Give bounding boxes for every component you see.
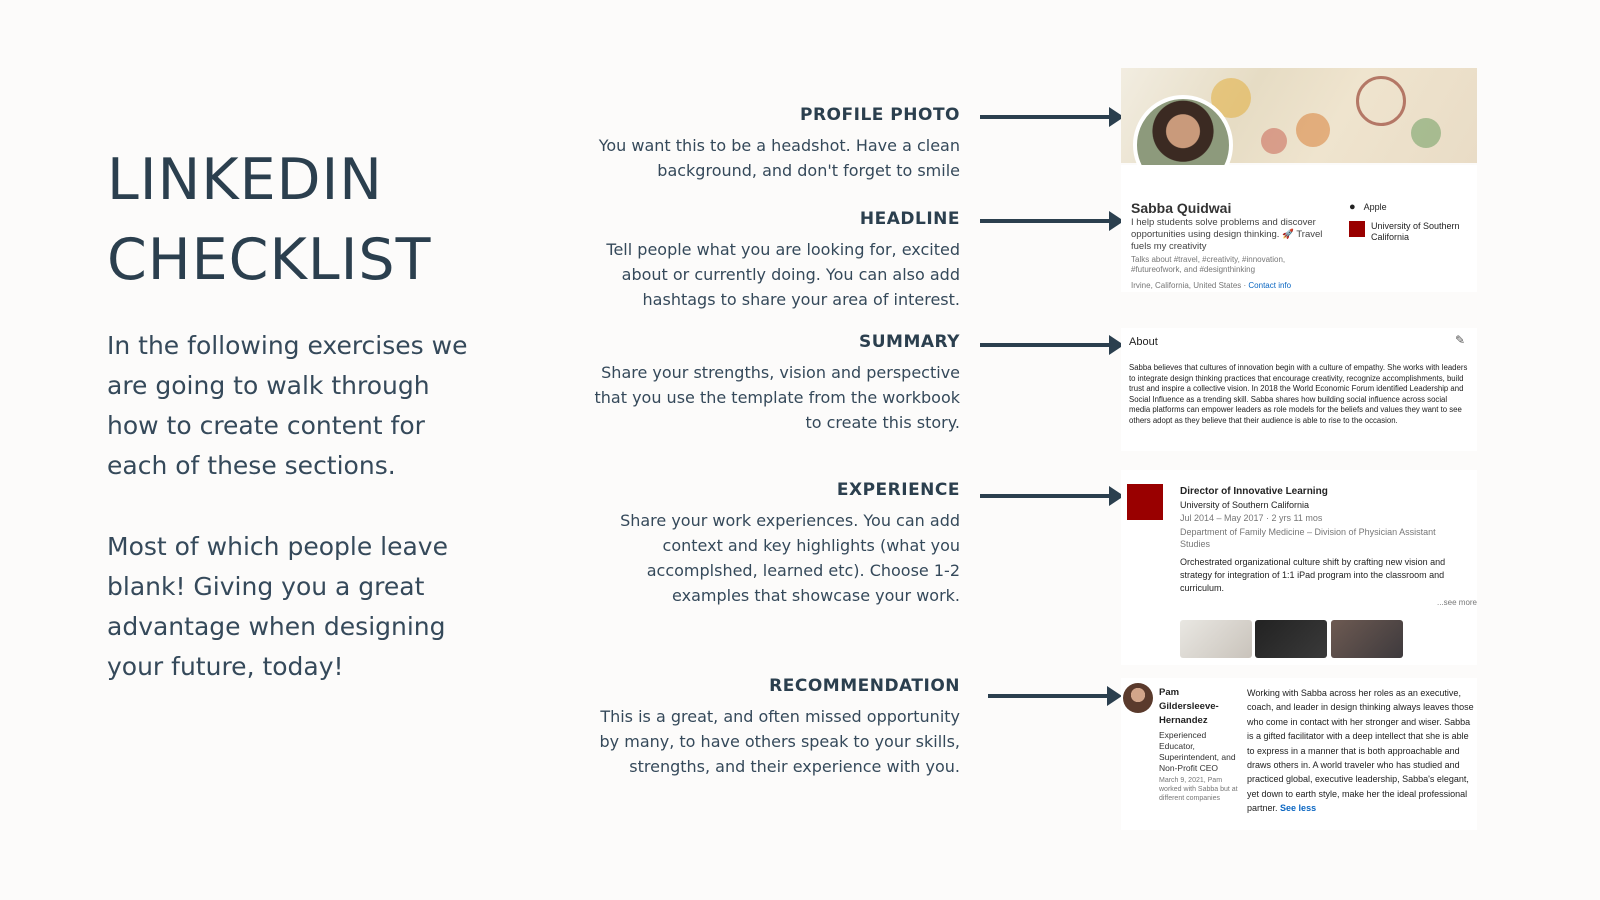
experience-dept: Department of Family Medicine – Division of Physician Assistant Studies xyxy=(1180,527,1436,549)
see-less-link[interactable]: See less xyxy=(1280,803,1317,814)
profile-company[interactable] xyxy=(1349,201,1387,213)
profile-location: Irvine, California, United States · xyxy=(1131,281,1247,290)
section-text: This is a great, and often missed opportunity by many, to have others speak to your skills, strengths, and their experience with you. xyxy=(599,707,960,776)
section-experience xyxy=(580,480,960,608)
arrow-summary xyxy=(980,343,1110,347)
profile-school[interactable] xyxy=(1349,221,1474,243)
title-line-2: CHECKLIST xyxy=(107,227,432,293)
section-heading: PROFILE PHOTO xyxy=(800,105,960,125)
profile-name: Sabba Quidwai xyxy=(1131,200,1232,216)
company-name: Apple xyxy=(1363,202,1387,212)
recommender-avatar[interactable] xyxy=(1123,683,1153,713)
banner-doodle-shape xyxy=(1296,113,1330,147)
recommender-name[interactable]: Pam Gildersleeve-Hernandez xyxy=(1159,687,1219,726)
profile-card xyxy=(1121,165,1477,292)
banner-doodle-shape xyxy=(1261,128,1287,154)
usc-logo-icon xyxy=(1127,484,1163,520)
section-profile-photo xyxy=(580,105,960,183)
arrow-headline xyxy=(980,219,1110,223)
page-title xyxy=(107,140,431,300)
experience-org: University of Southern California xyxy=(1180,500,1310,510)
section-heading: SUMMARY xyxy=(858,332,960,352)
recommendation-card xyxy=(1121,678,1477,830)
experience-dates: Jul 2014 – May 2017 · 2 yrs 11 mos xyxy=(1180,513,1323,523)
section-text: Share your work experiences. You can add context and key highlights (what you accomplshed, learned etc). Choose 1-2 examples that showcase your work. xyxy=(620,511,960,605)
contact-info-link[interactable]: Contact info xyxy=(1248,281,1292,290)
intro-paragraph-2: Most of which people leave blank! Giving you a great advantage when designing your future, today! xyxy=(107,532,448,681)
recommendation-text: Working with Sabba across her roles as an executive, coach, and leader in design thinking always leaves those who come in contact with her stronger and wiser. Sabba is a gifted facilitator with a deep intellect that she is able to express in a manner that is both approachable and draws others in. A world traveler who has studied and practiced global, executive leadership, Sabba's elegant, yet down to earth style, make her the ideal professional partner. xyxy=(1247,688,1474,814)
section-text: Tell people what you are looking for, excited about or currently doing. You can also add hashtags to share your area of interest. xyxy=(606,240,960,309)
recommendation-meta: March 9, 2021, Pam worked with Sabba but at different companies xyxy=(1159,777,1238,802)
experience-description: Orchestrated organizational culture shift by crafting new vision and strategy for integration of 1:1 iPad program into the classroom and curriculum. xyxy=(1180,557,1446,593)
recommender-title: Experienced Educator, Superintendent, and Non-Profit CEO xyxy=(1159,730,1236,773)
banner-doodle-shape xyxy=(1411,118,1441,148)
media-thumbnail-1[interactable] xyxy=(1180,620,1252,658)
title-line-1: LINKEDIN xyxy=(107,147,383,213)
about-card xyxy=(1121,328,1477,451)
section-text: Share your strengths, vision and perspective that you use the template from the workbook to create this story. xyxy=(594,363,960,432)
intro-paragraph-1: In the following exercises we are going to walk through how to create content for each of these sections. xyxy=(107,331,468,480)
section-headline xyxy=(580,209,960,312)
section-heading: RECOMMENDATION xyxy=(769,676,960,696)
profile-talks: Talks about #travel, #creativity, #innovation, #futureofwork, and #designthinking xyxy=(1131,255,1286,274)
profile-headline: I help students solve problems and discover opportunities using design thinking. 🚀 Travel fuels my creativity xyxy=(1131,217,1323,252)
about-text: Sabba believes that cultures of innovation begin with a culture of empathy. She works with leaders to integrate design thinking practices that encourage creativity, recognize accomplishments, build trust and inspire a collective vision. In 2018 the World Economic Forum identified Leadership and Social Influence as a trending skill. Sabba shares how building social influence across social media platforms can empower leaders as role models for the beliefs and values they want to see others adopt as they believe that their audience is able to rise to the occasion. xyxy=(1129,363,1468,425)
media-thumbnail-2[interactable] xyxy=(1255,620,1327,658)
arrow-photo xyxy=(980,115,1110,119)
section-recommendation xyxy=(580,676,960,779)
recommendation-text-wrap xyxy=(1247,686,1475,816)
see-more-link[interactable]: ...see more xyxy=(1436,598,1477,607)
section-heading: HEADLINE xyxy=(859,209,960,229)
apple-logo-icon: ● xyxy=(1349,201,1356,213)
about-label: About xyxy=(1129,336,1158,348)
experience-role: Director of Innovative Learning xyxy=(1180,486,1328,497)
banner-doodle-shape xyxy=(1356,76,1406,126)
media-thumbnail-3[interactable] xyxy=(1331,620,1403,658)
arrow-recommendation xyxy=(988,694,1108,698)
section-text: You want this to be a headshot. Have a clean background, and don't forget to smile xyxy=(598,136,960,180)
section-heading: EXPERIENCE xyxy=(836,480,960,500)
school-name: University of Southern California xyxy=(1371,221,1460,242)
section-summary xyxy=(580,332,960,435)
profile-location-row xyxy=(1131,280,1291,291)
arrow-experience xyxy=(980,494,1110,498)
edit-pencil-icon[interactable]: ✎ xyxy=(1454,333,1465,347)
usc-seal-icon xyxy=(1349,221,1365,237)
